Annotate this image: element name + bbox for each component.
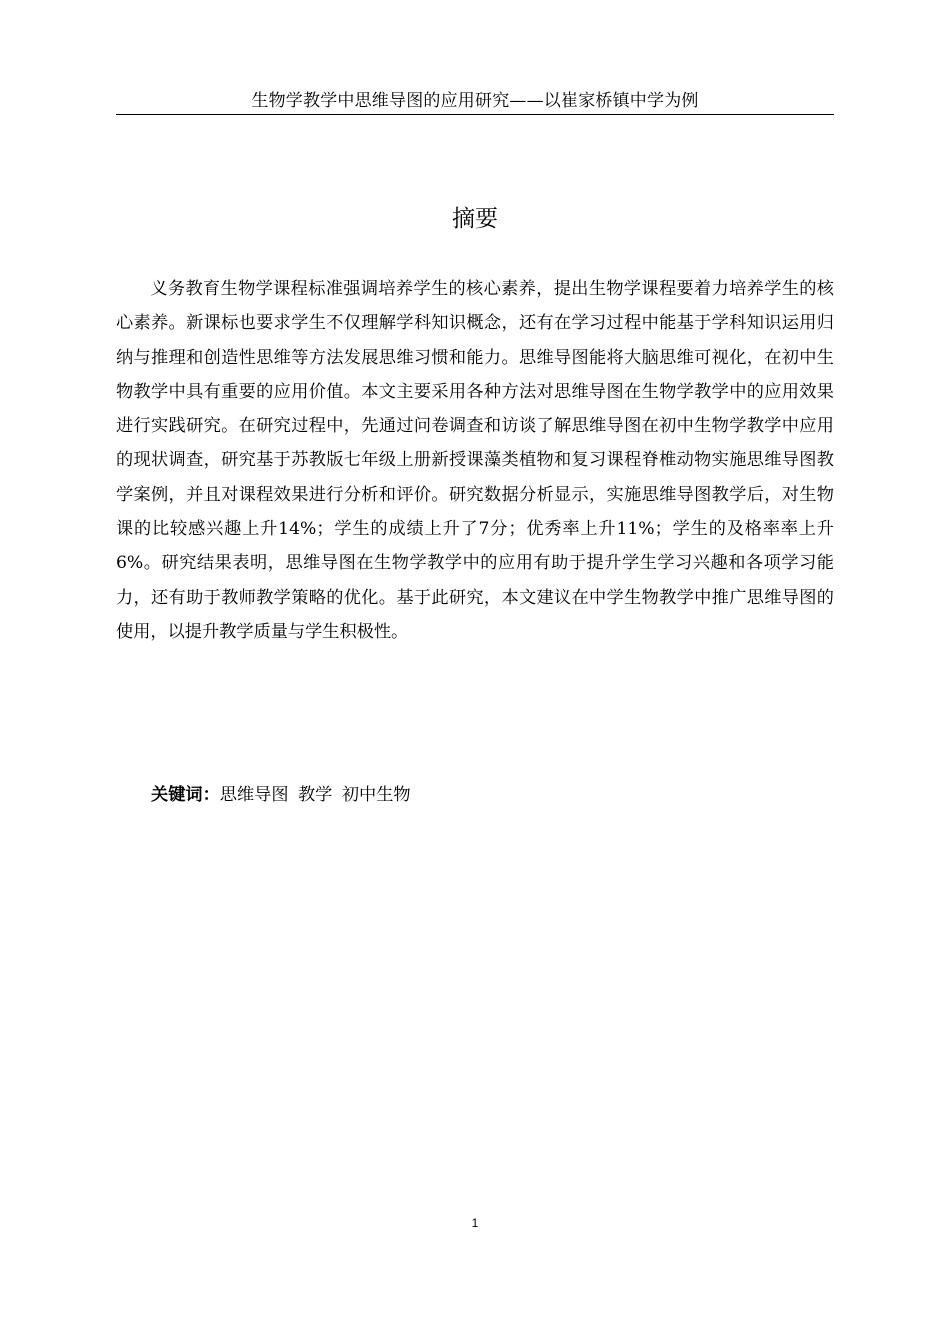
running-header: 生物学教学中思维导图的应用研究——以崔家桥镇中学为例 — [116, 88, 834, 115]
abstract-body: 义务教育生物学课程标准强调培养学生的核心素养，提出生物学课程要着力培养学生的核心素养。新课标也要求学生不仅理解学科知识概念，还有在学习过程中能基于学科知识运用归纳与推理和创造性思维等方法发展思维习惯和能力。思维导图能将大脑思维可视化，在初中生物教学中具有重要的应用价值。本文主要采用各种方法对思维导图在生物学教学中的应用效果进行实践研究。在研究过程中，先通过问卷调查和访谈了解思维导图在初中生物学教学中应用的现状调查，研究基于苏教版七年级上册新授课藻类植物和复习课程脊椎动物实施思维导图教学案例，并且对课程效果进行分析和评价。研究数据分析显示，实施思维导图教学后，对生物课的比较感兴趣上升14%；学生的成绩上升了7分；优秀率上升11%；学生的及格率率上升6%。研究结果表明，思维导图在生物学教学中的应用有助于提升学生学习兴趣和各项学习能力，还有助于教师教学策略的优化。基于此研究，本文建议在中学生物教学中推广思维导图的使用，以提升教学质量与学生积极性。 — [116, 279, 834, 642]
keywords-label: 关键词： — [151, 785, 220, 805]
keyword-item: 初中生物 — [341, 785, 411, 805]
keyword-item: 思维导图 — [219, 785, 289, 805]
page-number: 1 — [471, 1216, 479, 1230]
keywords-line — [151, 778, 834, 812]
abstract-title: 摘要 — [452, 206, 498, 232]
keywords-list — [220, 785, 411, 805]
keyword-item: 教学 — [297, 785, 333, 805]
